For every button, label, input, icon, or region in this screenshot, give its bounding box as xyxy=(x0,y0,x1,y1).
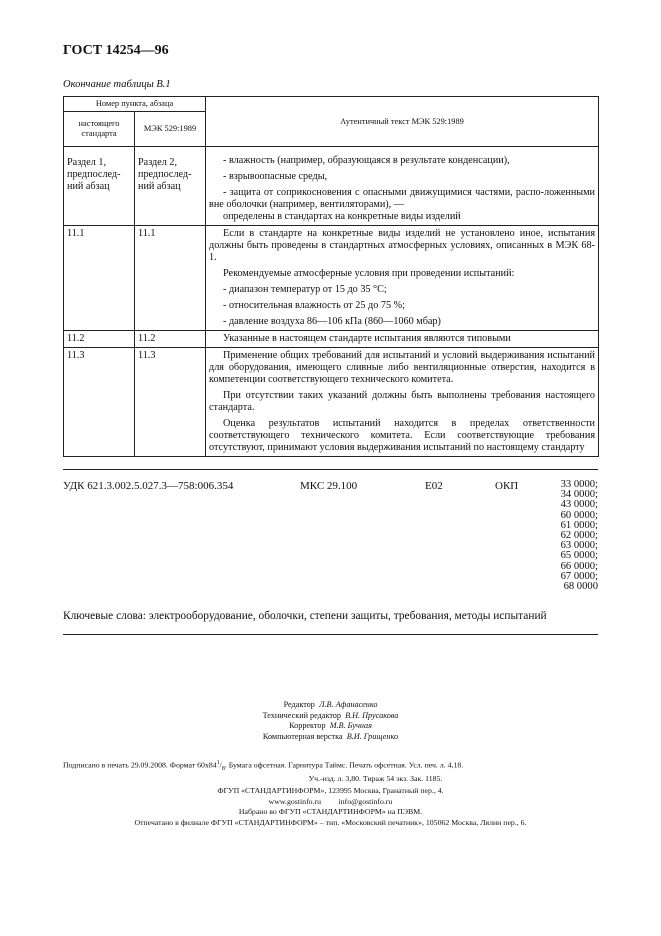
document-code: ГОСТ 14254—96 xyxy=(63,43,169,58)
staff-name: М.В. Бучная xyxy=(329,721,372,730)
paragraph: При отсутствии таких указаний должны быть выполнены требования настоящего стандарта. xyxy=(209,390,596,413)
staff-role: Технический редактор xyxy=(262,710,341,720)
table-row xyxy=(64,147,599,226)
okp-code: 34 0000; xyxy=(560,489,598,501)
cell-authentic xyxy=(206,226,599,331)
publisher-info xyxy=(0,786,661,828)
okp-label: ОКП xyxy=(495,480,519,492)
cell-standard: 11.3 xyxy=(64,348,135,457)
staff-name: В.Н. Прусакова xyxy=(345,710,399,720)
cell-iec: 11.1 xyxy=(135,226,206,331)
staff-line xyxy=(0,721,661,732)
paragraph: - диапазон температур от 15 до 35 °C; xyxy=(223,284,387,295)
okp-code: 43 0000; xyxy=(560,499,598,511)
okp-code: 66 0000; xyxy=(560,560,598,572)
paragraph: Если в стандарте на конкретные виды изделий не установлено иное, испытания должны быть проведены в стандартных атмосферных условиях, описанных в МЭК 68-1. xyxy=(209,228,596,263)
cell-iec: 11.3 xyxy=(135,348,206,457)
publisher-website[interactable]: www.gostinfo.ru xyxy=(268,796,322,806)
publisher-contacts xyxy=(0,797,661,808)
paragraph: - защита от соприкосновения с опасными движущимися частями, распо-ложенными вне оболочки (например, вентиляторами), — xyxy=(209,187,596,210)
table-row xyxy=(64,226,599,331)
cell-authentic xyxy=(206,147,599,226)
paragraph: - взрывоопасные среды, xyxy=(223,171,328,182)
mks-code: МКС 29.100 xyxy=(300,480,358,492)
fraction-denominator: 8 xyxy=(221,766,225,773)
print-details: . Бумага офсетная. Гарнитура Таймс. Печать офсетная. Усл. печ. л. 4,18. xyxy=(224,760,464,770)
okp-code: 63 0000; xyxy=(560,540,598,552)
table-header-row xyxy=(64,97,599,112)
okp-code: 67 0000; xyxy=(560,570,598,582)
paragraph: Оценка результатов испытаний находится в пределах ответственности соответствующего технического комитета. Если соответствующие требования отсутствуют, принимают условия выдерживания испытаний по настоящему стандарту xyxy=(209,418,596,453)
staff-line xyxy=(0,732,661,743)
paragraph: Применение общих требований для испытаний и условий выдерживания испытаний для оборудования, имеющего сливные либо вентиляционные отверстия, находится в компетенции соответствующего технического комитета. xyxy=(209,350,596,385)
print-info-line: Подписано в печать 29.09.2008. Формат $60x84^1/_8$. Бумага офсетная. Гарнитура Таймс. Печать офсетная. Усл. печ. л. 4,18. xyxy=(63,760,464,773)
cell-standard: 11.1 xyxy=(64,226,135,331)
staff-name: В.И. Грищенко xyxy=(346,731,399,741)
udk-code: УДК 621.3.002.5.027.3—758:006.354 xyxy=(63,480,234,492)
print-info-line-2: Уч.-изд. л. 3,80. Тираж 54 экз. Зак. 1185. xyxy=(308,774,443,784)
paragraph: - давление воздуха 86—106 кПа (860—1060 мбар) xyxy=(223,316,441,327)
cell-iec: 11.2 xyxy=(135,331,206,348)
print-info xyxy=(63,758,598,784)
table-row xyxy=(64,348,599,457)
divider-bottom xyxy=(63,634,598,635)
printed-info: Отпечатано в филиале ФГУП «СТАНДАРТИНФОРМ» – тип. «Московский печатник», 105062 Москва, Лялин пер., 6. xyxy=(134,817,527,827)
staff-line xyxy=(0,700,661,711)
divider-top xyxy=(63,469,598,470)
cell-iec: Раздел 2, предпослед-ний абзац xyxy=(135,147,206,226)
print-format: Подписано в печать 29.09.2008. Формат 60x84 xyxy=(63,760,217,770)
paragraph: - влажность (например, образующаяся в результате конденсации), xyxy=(223,155,510,166)
publisher-address: ФГУП «СТАНДАРТИНФОРМ», 123995 Москва, Гранатный пер., 4. xyxy=(217,786,444,795)
paragraph: Рекомендуемые атмосферные условия при проведении испытаний: xyxy=(223,268,515,279)
table-row xyxy=(64,331,599,348)
staff-role: Корректор xyxy=(289,721,326,730)
fraction-numerator: 1 xyxy=(216,760,220,766)
header-iec: МЭК 529:1989 xyxy=(135,112,206,147)
paragraph: - относительная влажность от 25 до 75 %; xyxy=(223,300,405,311)
staff-name: Л.В. Афанасенко xyxy=(318,700,378,709)
staff-line xyxy=(0,711,661,722)
table-caption: Окончание таблицы В.1 xyxy=(63,79,171,90)
group-code: Е02 xyxy=(425,480,443,492)
correspondence-table xyxy=(63,96,599,457)
publisher-email[interactable]: info@gostinfo.ru xyxy=(338,796,393,806)
cell-authentic xyxy=(206,331,599,348)
header-group: Номер пункта, абзаца xyxy=(64,97,206,112)
okp-code-list xyxy=(520,480,598,592)
okp-code: 61 0000; xyxy=(560,519,598,531)
okp-code: 33 0000; xyxy=(560,479,598,490)
paragraph: определены в стандартах на конкретные виды изделий xyxy=(223,211,461,222)
header-standard: настоящего стандарта xyxy=(64,112,135,147)
staff-role: Редактор xyxy=(283,700,315,709)
staff-role: Компьютерная верстка xyxy=(262,731,343,741)
header-authentic-text: Аутентичный текст МЭК 529:1989 xyxy=(206,97,599,147)
okp-code: 65 0000; xyxy=(560,550,598,562)
cell-authentic xyxy=(206,348,599,457)
okp-code: 60 0000; xyxy=(560,509,598,521)
okp-code: 68 0000 xyxy=(563,581,598,593)
cell-standard: Раздел 1, предпослед-ний абзац xyxy=(64,147,135,226)
staff-credits xyxy=(0,700,661,742)
keywords: Ключевые слова: электрооборудование, оболочки, степени защиты, требования, методы испытаний xyxy=(63,610,547,622)
cell-standard: 11.2 xyxy=(64,331,135,348)
paragraph: Указанные в настоящем стандарте испытания являются типовыми xyxy=(223,333,511,344)
okp-code: 62 0000; xyxy=(560,530,598,542)
typeset-info: Набрано во ФГУП «СТАНДАРТИНФОРМ» на ПЭВМ. xyxy=(238,807,423,816)
